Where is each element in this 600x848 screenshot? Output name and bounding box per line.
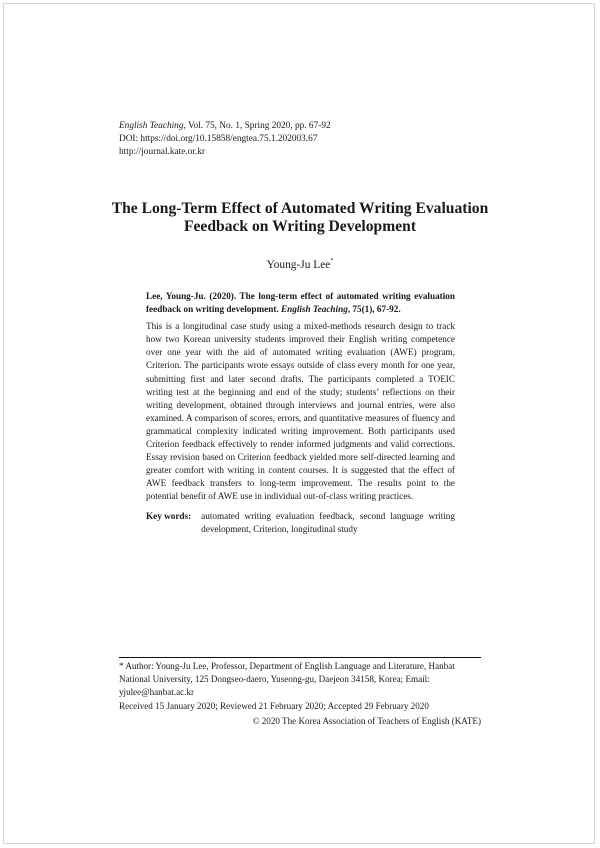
journal-url[interactable]: http://journal.kate.or.kr [119,147,205,158]
title-line-2: Feedback on Writing Development [183,218,417,235]
author-footnote-mark: * [330,258,334,264]
received-dates: Received 15 January 2020; Reviewed 21 February 2020; Accepted 29 February 2020 [119,701,429,712]
citation-prefix: Lee, Young-Ju. (2020). The long-term effect of automated writing evaluation feedback on writing development. [146,291,455,315]
title-line-1: The Long-Term Effect of Automated Writing Evaluation [111,200,489,217]
author-footnote: * Author: Young-Ju Lee, Professor, Department of English Language and Literature, Hanbat National University, 125 Dongseo-daero, Yuseong-gu, Daejeon 34158, Korea; Email: yjulee@hanbat.ac.kr [119,661,455,697]
citation [146,290,455,316]
keywords [146,510,455,536]
footnote [119,660,481,713]
journal-name: English Teaching, [119,121,186,131]
footnote-divider [119,657,481,658]
keywords-label: Key words: [146,511,192,521]
journal-details: Vol. 75, No. 1, Spring 2020, pp. 67-92 [185,121,331,131]
journal-header [119,120,499,160]
copyright-notice: © 2020 The Korea Association of Teachers of English (KATE) [252,716,481,726]
abstract-block [146,290,455,504]
paper-title [100,200,500,236]
abstract-text: This is a longitudinal case study using a mixed-methods research design to track how two Korean university students improved their English writing competence over one year with the aid of automated writing evaluation (AWE) program, Criterion. The participants wrote essays outside of class every month for one year, submitting first and later second drafts. The participants completed a TOEIC writing test at the beginning and end of the study; students’ reflections on their writing development, obtained through interviews and journal entries, were also examined. A comparison of scores, errors, and quantitative measures of fluency and grammatical complexity indicated writing improvement. Both participants used Criterion feedback effectively to render informed judgments and valid corrections. Essay revision based on Criterion feedback yielded more self-directed learning and greater comfort with writing in content courses. It is suggested that the effect of AWE feedback transfers to long-term improvement. The results point to the potential benefit of AWE use in individual out-of-class writing practices. [146,321,455,502]
doi-line[interactable]: DOI: https://doi.org/10.15858/engtea.75.1.202003.67 [119,134,318,145]
journal-citation-line [119,120,499,133]
citation-journal: English Teaching [281,304,348,315]
keywords-text: automated writing evaluation feedback, second language writing development, Criterion, longitudinal study [201,511,455,535]
citation-suffix: , 75(1), 67-92. [347,304,401,315]
author-name: Young-Ju Lee [266,259,331,271]
author-line [100,258,500,271]
